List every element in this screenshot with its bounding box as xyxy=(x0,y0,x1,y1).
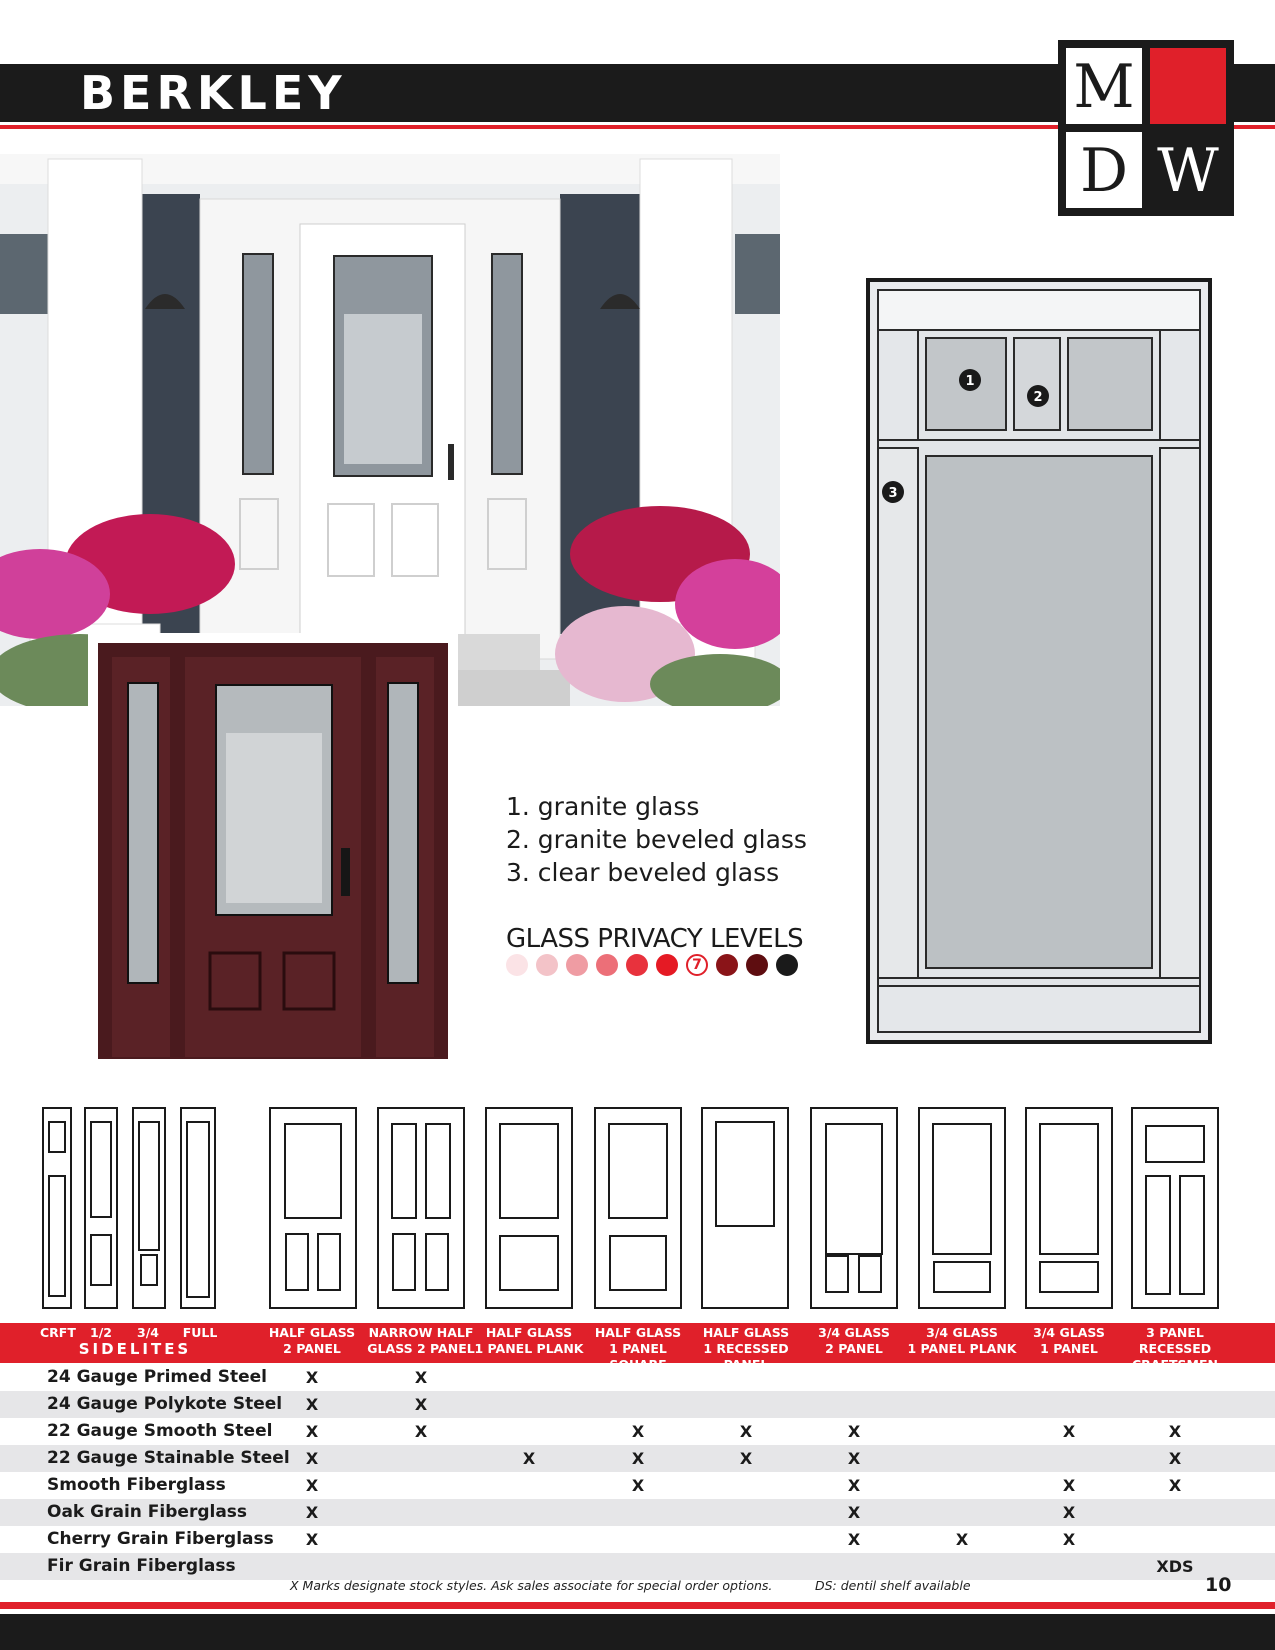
availability-mark: X xyxy=(631,1476,645,1495)
column-header-7 xyxy=(907,1325,1017,1357)
privacy-level-dot xyxy=(506,954,528,976)
page-title: BERKLEY xyxy=(80,66,347,120)
column-header-line: CRAFTSMEN xyxy=(1132,1357,1218,1372)
table-row xyxy=(0,1472,1275,1499)
availability-mark: X xyxy=(305,1530,319,1549)
column-header-line: HALF GLASS xyxy=(702,1325,790,1340)
privacy-level-dot xyxy=(656,954,678,976)
legend-item-2: 2. granite beveled glass xyxy=(506,825,807,854)
row-label: 22 Gauge Stainable Steel xyxy=(47,1448,290,1468)
sidelites-label: SIDELITES xyxy=(78,1340,192,1358)
table-row xyxy=(0,1445,1275,1472)
callout-3 xyxy=(882,481,904,503)
availability-mark: X xyxy=(305,1476,319,1495)
callout-2 xyxy=(1027,385,1049,407)
callout-1 xyxy=(959,369,981,391)
privacy-level-dot xyxy=(566,954,588,976)
column-header-line: 1 PANEL PLANK xyxy=(907,1341,1017,1356)
sidelite-half: 1/2 xyxy=(90,1325,112,1340)
column-header-6 xyxy=(799,1325,909,1357)
row-label: 22 Gauge Smooth Steel xyxy=(47,1421,273,1441)
column-header-line: 1 PANEL xyxy=(1040,1341,1098,1356)
table-row xyxy=(0,1391,1275,1418)
mdw-logo xyxy=(1058,40,1234,216)
privacy-level-dot xyxy=(776,954,798,976)
privacy-level-dot xyxy=(686,954,708,976)
availability-mark: X xyxy=(1168,1422,1182,1441)
privacy-level-dot xyxy=(716,954,738,976)
logo-letter-w: W xyxy=(1150,132,1226,208)
column-header-line: 1 PANEL SQUARE xyxy=(609,1341,667,1372)
privacy-level-dot xyxy=(536,954,558,976)
legend-item-3: 3. clear beveled glass xyxy=(506,858,780,887)
availability-mark: X xyxy=(1062,1530,1076,1549)
table-row xyxy=(0,1364,1275,1391)
row-label: 24 Gauge Primed Steel xyxy=(47,1367,267,1387)
availability-mark: X xyxy=(739,1449,753,1468)
availability-mark: X xyxy=(305,1395,319,1414)
column-header-line: HALF GLASS xyxy=(485,1325,573,1340)
sidelite-three-quarter: 3/4 xyxy=(137,1325,159,1340)
column-header-line: GLASS 2 PANEL xyxy=(367,1341,475,1356)
door-style-thumbnails xyxy=(0,1100,1275,1315)
privacy-level-dot xyxy=(626,954,648,976)
availability-mark: X xyxy=(414,1368,428,1387)
column-header-1 xyxy=(257,1325,367,1357)
availability-mark: X xyxy=(631,1422,645,1441)
availability-mark: X xyxy=(1062,1476,1076,1495)
page-number: 10 xyxy=(1205,1574,1232,1596)
availability-mark: X xyxy=(847,1530,861,1549)
glass-insert-diagram xyxy=(866,278,1212,1044)
table-row xyxy=(0,1499,1275,1526)
porch-door-photo xyxy=(0,154,780,706)
availability-mark: X xyxy=(305,1503,319,1522)
availability-mark: X xyxy=(847,1503,861,1522)
dentil-shelf-note: DS: dentil shelf available xyxy=(815,1578,971,1593)
table-row xyxy=(0,1553,1275,1580)
column-header-line: HALF GLASS xyxy=(594,1325,682,1340)
stock-note: X Marks designate stock styles. Ask sales associate for special order options. xyxy=(290,1578,773,1593)
availability-mark: X xyxy=(305,1422,319,1441)
footer-bar xyxy=(0,1614,1275,1650)
availability-mark: X xyxy=(1168,1476,1182,1495)
column-header-line: 1 PANEL PLANK xyxy=(474,1341,584,1356)
selected-privacy-level: 7 xyxy=(692,957,702,973)
privacy-levels-title: GLASS PRIVACY LEVELS xyxy=(506,924,804,954)
svg-text:2: 2 xyxy=(1033,390,1043,405)
availability-mark: X xyxy=(305,1449,319,1468)
availability-mark: X xyxy=(1168,1449,1182,1468)
logo-red-square xyxy=(1150,48,1226,124)
row-label: Cherry Grain Fiberglass xyxy=(47,1529,274,1549)
column-header-line: 3 PANEL RECESSED xyxy=(1138,1325,1212,1356)
sidelite-full: FULL xyxy=(182,1325,218,1340)
availability-mark: X xyxy=(305,1368,319,1387)
column-header-3 xyxy=(474,1325,584,1357)
sidelite-crft: CRFT xyxy=(40,1325,76,1340)
column-header-line: 3/4 GLASS xyxy=(926,1325,998,1340)
row-label: Oak Grain Fiberglass xyxy=(47,1502,248,1522)
availability-mark: X xyxy=(522,1449,536,1468)
availability-mark: X xyxy=(631,1449,645,1468)
availability-mark: X xyxy=(847,1449,861,1468)
column-header-line: HALF GLASS xyxy=(268,1325,356,1340)
column-header-8 xyxy=(1014,1325,1124,1357)
logo-letter-m: M xyxy=(1066,48,1142,124)
row-label: 24 Gauge Polykote Steel xyxy=(47,1394,283,1414)
column-header-line: NARROW HALF xyxy=(368,1325,474,1340)
mahogany-door-photo xyxy=(88,633,458,1063)
privacy-level-dot xyxy=(596,954,618,976)
column-header-line: 3/4 GLASS xyxy=(818,1325,890,1340)
availability-mark: X xyxy=(955,1530,969,1549)
availability-mark: XDS xyxy=(1156,1557,1194,1576)
row-label: Fir Grain Fiberglass xyxy=(47,1556,236,1576)
column-header-line: 3/4 GLASS xyxy=(1033,1325,1105,1340)
availability-mark: X xyxy=(847,1422,861,1441)
footer-accent-line xyxy=(0,1602,1275,1609)
column-header-line: 1 RECESSED PANEL xyxy=(703,1341,789,1372)
availability-mark: X xyxy=(847,1476,861,1495)
availability-mark: X xyxy=(414,1395,428,1414)
column-header-line: 2 PANEL xyxy=(283,1341,341,1356)
availability-mark: X xyxy=(414,1422,428,1441)
legend-item-1: 1. granite glass xyxy=(506,792,700,821)
availability-mark: X xyxy=(1062,1503,1076,1522)
svg-text:1: 1 xyxy=(965,374,975,389)
column-header-2 xyxy=(366,1325,476,1357)
availability-mark: X xyxy=(1062,1422,1076,1441)
svg-text:3: 3 xyxy=(888,486,898,501)
column-header-line: 2 PANEL xyxy=(825,1341,883,1356)
privacy-level-dot xyxy=(746,954,768,976)
table-row xyxy=(0,1526,1275,1553)
availability-mark: X xyxy=(739,1422,753,1441)
row-label: Smooth Fiberglass xyxy=(47,1475,226,1495)
table-row xyxy=(0,1418,1275,1445)
logo-letter-d: D xyxy=(1066,132,1142,208)
